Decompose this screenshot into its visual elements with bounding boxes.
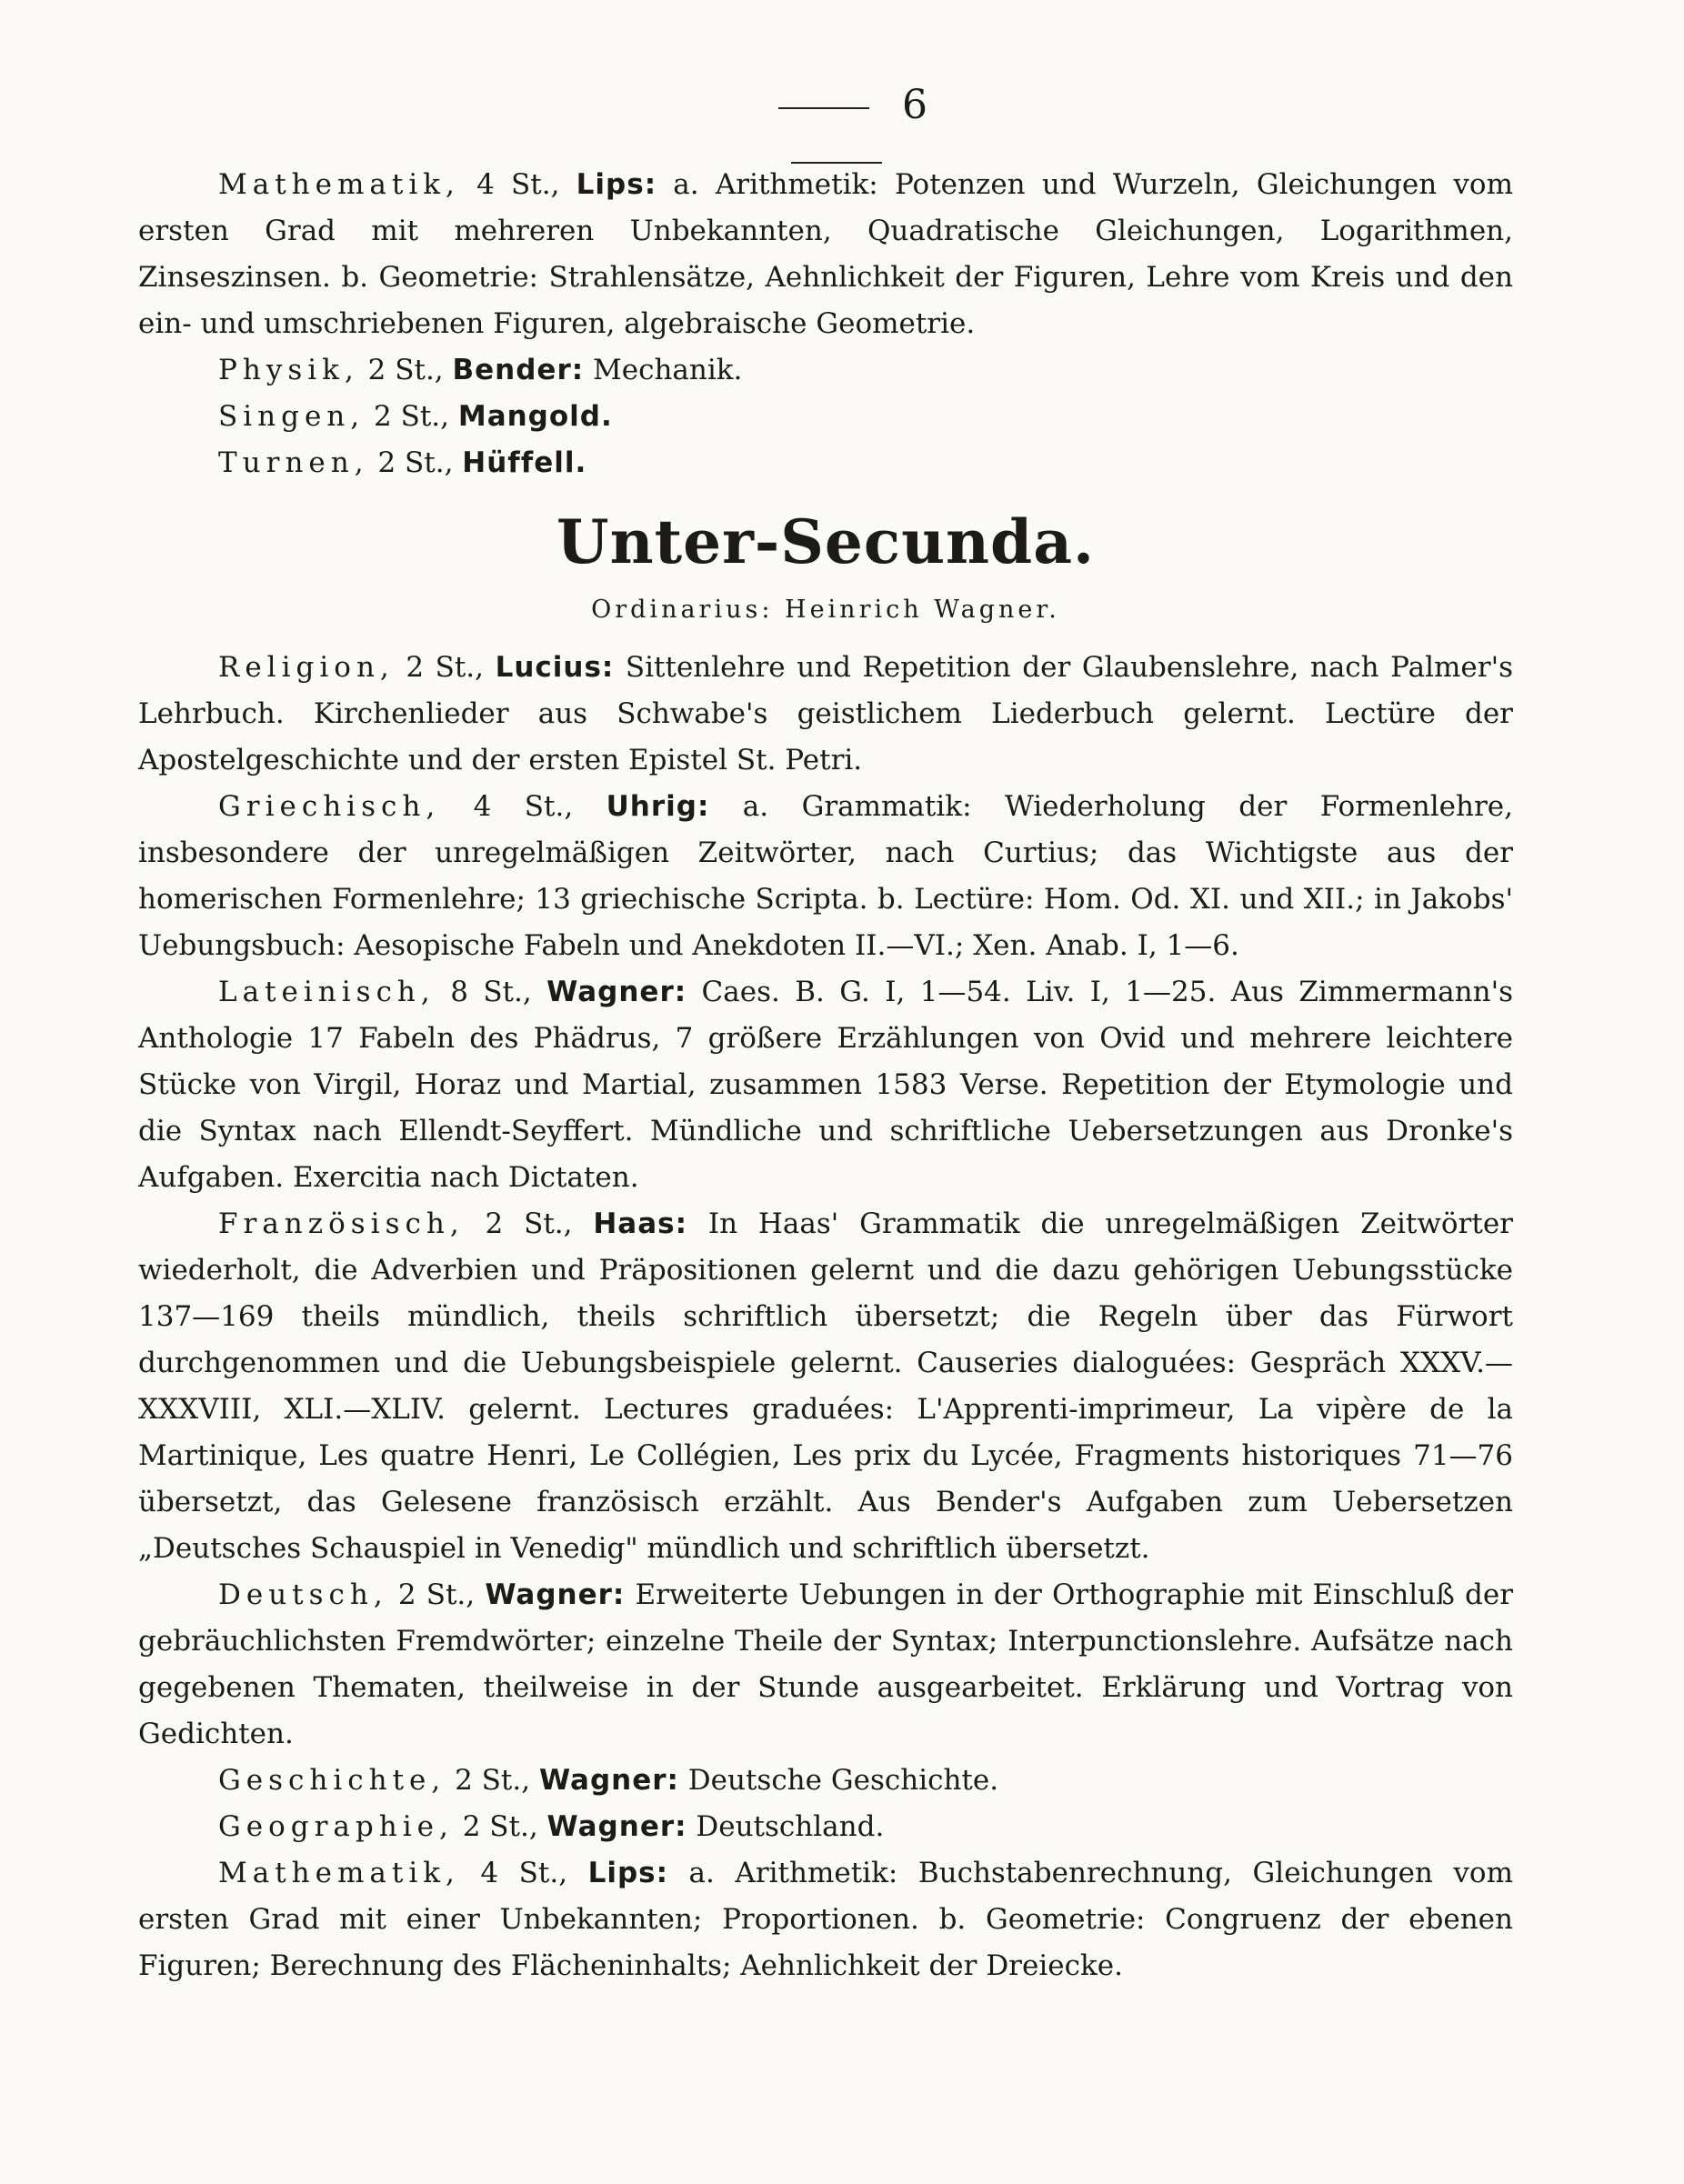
paragraph-franzoesisch [138, 1201, 1513, 1572]
hours-label: 2 St., [377, 446, 454, 479]
subject-label: Deutsch, [218, 1578, 388, 1611]
paragraph-religion [138, 645, 1513, 784]
page-number-rule-left [778, 107, 869, 109]
subject-label: Französisch, [218, 1207, 465, 1240]
teacher-name: Mangold. [457, 400, 613, 433]
text-body [138, 162, 1513, 1989]
hours-label: 2 St., [406, 651, 485, 684]
section-heading: Unter-Secunda. [556, 506, 1095, 577]
paragraph-text: Mechanik. [584, 354, 743, 386]
teacher-name: Uhrig: [606, 790, 710, 823]
subject-label: Mathematik, [218, 168, 460, 201]
paragraph-text: Caes. B. G. I, 1—54. Liv. I, 1—25. Aus Zimmermann's Anthologie 17 Fabeln des Phädrus, 7 größere Erzählungen von Ovid und mehrere leichtere Stücke von Virgil, Horaz und Martial, zusammen 1583 Verse. Repetition der Etymologie und die Syntax nach Ellendt-Seyffert. Mündliche und schriftliche Uebersetzungen aus Dronke's Aufgaben. Exercitia nach Dictaten. [138, 976, 1514, 1194]
subject-label: Geographie, [218, 1810, 454, 1843]
paragraph-text: Erweiterte Uebungen in der Orthographie mit Einschluß der gebräuchlichsten Fremdwörter; einzelne Theile der Syntax; Interpunctionslehre. Aufsätze nach gegebenen Thematen, theilweise in der Stunde ausgearbeitet. Erklärung und Vortrag von Gedichten. [138, 1578, 1514, 1750]
hours-label: 4 St., [480, 1857, 568, 1889]
hours-label: 2 St., [462, 1810, 538, 1843]
teacher-name: Wagner: [546, 1810, 687, 1843]
teacher-name: Lips: [587, 1857, 669, 1889]
paragraph-deutsch [138, 1572, 1513, 1758]
paragraph-turnen [138, 440, 1513, 486]
paragraph-text: a. Arithmetik: Potenzen und Wurzeln, Gleichungen vom ersten Grad mit mehreren Unbekannten, Quadratische Gleichungen, Logarithmen, Zinseszinsen. b. Geometrie: Strahlensätze, Aehnlichkeit der Figuren, Lehre vom Kreis und den ein- und umschriebenen Figuren, algebraische Geometrie. [138, 168, 1513, 340]
paragraph-text: a. Grammatik: Wiederholung der Formenlehre, insbesondere der unregelmäßigen Zeitwörter, nach Curtius; das Wichtigste aus der homerischen Formenlehre; 13 griechische Scripta. b. Lectüre: Hom. Od. XI. und XII.; in Jakobs' Uebungsbuch: Aesopische Fabeln und Anekdoten II.—VI.; Xen. Anab. I, 1—6. [138, 790, 1513, 962]
subject-label: Mathematik, [218, 1857, 460, 1889]
subject-label: Turnen, [218, 446, 369, 479]
teacher-name: Hüffell. [462, 446, 587, 479]
paragraph-text: Sittenlehre und Repetition der Glaubenslehre, nach Palmer's Lehrbuch. Kirchenlieder aus Schwabe's geistlichem Liederbuch gelernt. Lectüre der Apostelgeschichte und der ersten Epistel St. Petri. [138, 651, 1514, 776]
teacher-name: Wagner: [546, 976, 687, 1008]
hours-label: 2 St., [374, 400, 449, 433]
page-number-text: 6 [902, 82, 927, 128]
paragraph-mathematik-us [138, 1850, 1513, 1989]
subject-label: Geschichte, [218, 1764, 446, 1797]
paragraph-griechisch [138, 784, 1513, 969]
paragraph-lateinisch [138, 969, 1513, 1201]
paragraph-singen [138, 394, 1513, 440]
teacher-name: Wagner: [538, 1764, 679, 1797]
paragraph-text: Deutsche Geschichte. [678, 1764, 999, 1797]
hours-label: 2 St., [485, 1207, 573, 1240]
hours-label: 8 St., [450, 976, 532, 1008]
hours-label: 4 St., [473, 790, 574, 823]
subject-label: Religion, [218, 651, 395, 684]
hours-label: 2 St., [455, 1764, 531, 1797]
subject-label: Griechisch, [218, 790, 441, 823]
hours-label: 4 St., [476, 168, 560, 201]
paragraph-physik [138, 347, 1513, 394]
teacher-name: Lucius: [495, 651, 615, 684]
paragraph-geographie [138, 1804, 1513, 1850]
hours-label: 2 St., [397, 1578, 476, 1611]
paragraph-mathematik-os [138, 162, 1513, 347]
teacher-name: Haas: [593, 1207, 687, 1240]
paragraph-geschichte [138, 1758, 1513, 1804]
subject-label: Physik, [218, 354, 359, 386]
paragraph-text: Deutschland. [687, 1810, 885, 1843]
ordinarius-line: Ordinarius: Heinrich Wagner. [591, 596, 1060, 624]
subject-label: Singen, [218, 400, 366, 433]
teacher-name: Bender: [452, 354, 585, 386]
paragraph-text: In Haas' Grammatik die unregelmäßigen Zeitwörter wiederholt, die Adverbien und Präpositionen gelernt und die dazu gehörigen Uebungsstücke 137—169 theils mündlich, theils schriftlich übersetzt; die Regeln über das Fürwort durchgenommen und die Uebungsbeispiele gelernt. Causeries dialoguées: Gespräch XXXV.—XXXVIII, XLI.—XLIV. gelernt. Lectures graduées: L'Apprenti-imprimeur, La vipère de la Martinique, Les quatre Henri, Le Collégien, Les prix du Lycée, Fragments historiques 71—76 übersetzt, das Gelesene französisch erzählt. Aus Bender's Aufgaben zum Uebersetzen „Deutsches Schauspiel in Venedig" mündlich und schriftlich übersetzt. [138, 1207, 1513, 1565]
teacher-name: Wagner: [485, 1578, 626, 1611]
teacher-name: Lips: [576, 168, 657, 201]
paragraph-text: a. Arithmetik: Buchstabenrechnung, Gleichungen vom ersten Grad mit einer Unbekannten; Proportionen. b. Geometrie: Congruenz der ebenen Figuren; Berechnung des Flächeninhalts; Aehnlichkeit der Dreiecke. [138, 1857, 1513, 1982]
subject-label: Lateinisch, [218, 976, 436, 1008]
hours-label: 2 St., [367, 354, 444, 386]
